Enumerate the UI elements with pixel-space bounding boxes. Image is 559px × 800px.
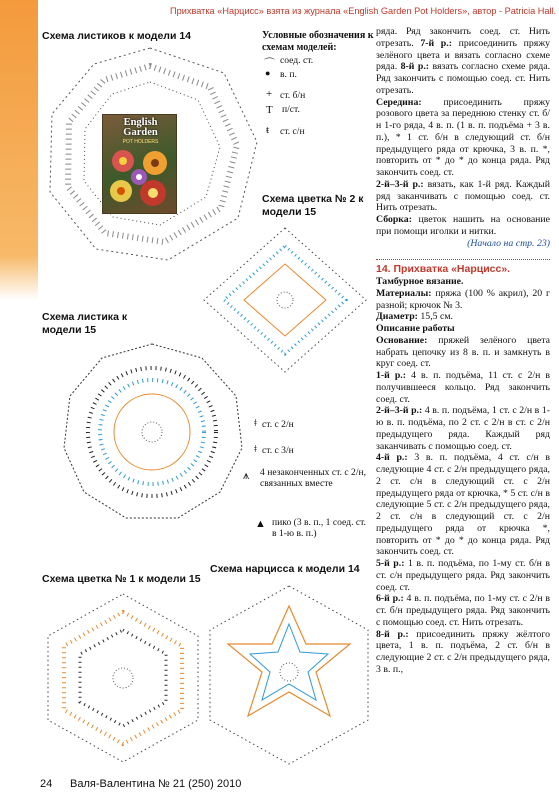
- dc-symbol: ŧ: [266, 124, 270, 136]
- text-middle-label: Середина:: [376, 96, 422, 108]
- sc-symbol: +: [266, 88, 273, 100]
- flower1-15-diagram: [38, 588, 208, 768]
- label-flower2-15: Схема цветка № 2 к модели 15: [262, 193, 364, 218]
- orange-side-strip: [0, 0, 38, 300]
- row1-label: 1-й р.:: [376, 370, 407, 381]
- label-leaves-14: Схема листиков к модели 14: [42, 30, 192, 42]
- legend-chain: в. п.: [280, 69, 297, 80]
- text-row8: вязать согласно схеме ряда. Ряд закончить с помощью соед. ст. Нить отрезать.: [376, 61, 551, 96]
- text-p1: ряда. Ряд закончить соед. ст. Нить отрезать.: [376, 26, 550, 49]
- dtr-symbol: ǂ: [254, 443, 257, 455]
- diameter-label: Диаметр:: [376, 311, 418, 323]
- continued-from-link[interactable]: (Начало на стр. 23): [467, 237, 550, 249]
- chain-symbol: ●: [265, 68, 271, 78]
- leaf-15-diagram: [60, 340, 245, 525]
- base-label: Основание:: [376, 334, 428, 346]
- materials-label: Материалы:: [376, 287, 432, 299]
- text-assembly-label: Сборка:: [376, 214, 412, 225]
- magazine-cover-image: [102, 114, 177, 214]
- diameter: 15,5 см.: [420, 311, 453, 323]
- legend-cluster: 4 незаконченных ст. с 2/н, связанных вместе: [260, 467, 367, 489]
- rows23b: 4 в. п. подъёма, 1 ст. с 2/н в 1-ю в. п. подъёма, по 2 ст. с 2/н в ст. с 2/н предыдущего ряда. Каждый ряд заканчивать с помощью соед. ст.: [376, 405, 551, 452]
- row8b: присоединить пряжу жёлтого цвета, 1 в. п. подъёма, 2 ст. б/н в следующие 2 ст. с 2/н предыдущего ряда, 3 в. п.,: [376, 628, 550, 675]
- row6: 4 в. п. подъёма, по 1-му ст. с 2/н в ст. б/н предыдущего ряда. Ряд закончить с помощью соед. ст. Нить отрезать.: [376, 593, 550, 628]
- legend-slip-stitch: соед. ст.: [280, 55, 314, 66]
- row5: 1 в. п. подъёма, по 1-му ст. б/н в ст. с/н предыдущего ряда. Ряд закончить соед. ст.: [376, 558, 551, 593]
- narcissus-14-diagram: [200, 580, 378, 770]
- row4-label: 4-й р.:: [376, 452, 408, 464]
- cover-subtitle: POT HOLDERS: [122, 139, 159, 145]
- legend-tr: ст. с 2/н: [262, 419, 294, 430]
- text-rows23-label: 2-й–3-й р.:: [376, 178, 424, 190]
- legend-title: Условные обозначения к схемам моделей:: [262, 30, 374, 53]
- hdc-symbol: T: [266, 104, 273, 116]
- label-leaf-15: Схема листика к модели 15: [42, 311, 128, 336]
- materials: пряжа (100 % акрил), 20 г разной; крючок № 3.: [376, 287, 551, 311]
- instructions-column: [376, 26, 550, 676]
- tr-symbol: ǂ: [254, 417, 257, 429]
- section-title: 14. Прихватка «Нарцисс».: [376, 259, 550, 276]
- legend-dc: ст. с/н: [280, 126, 305, 137]
- label-flower1-15: Схема цветка № 1 к модели 15: [42, 573, 201, 585]
- text-row8-label: 8-й р.:: [400, 61, 430, 73]
- legend-sc: ст. б/н: [280, 90, 306, 101]
- text-rows23: вязать, как 1-й ряд. Каждый ряд заканчивать с помощью соед. ст. Нить отрезать.: [376, 178, 551, 214]
- magazine-issue: Валя-Валентина № 21 (250) 2010: [70, 778, 242, 790]
- header-note: Прихватка «Нарцисс» взята из журнала «English Garden Pot Holders», автор - Patricia Hall.: [170, 6, 557, 16]
- page-footer: [0, 770, 559, 800]
- page-number: 24: [40, 778, 53, 790]
- legend-dtr: ст. с 3/н: [262, 445, 294, 456]
- technique: Тамбурное вязание.: [376, 276, 464, 287]
- row8b-label: 8-й р.:: [376, 628, 409, 640]
- cover-title: English Garden: [123, 117, 158, 138]
- text-row7: присоединить пряжу зелёного цвета и вязать согласно схеме ряда.: [376, 37, 550, 73]
- text-row7-label: 7-й р.:: [420, 37, 452, 49]
- text-assembly: цветок нашить на основание при помощи иголки и нитки.: [376, 214, 550, 237]
- row4: 3 в. п. подъёма, 4 ст. с/н в следующие 4 ст. с 2/н предыдущего ряда, 2 ст. с/н в следующий ст. с 2/н предыдущего ряда от крючка, * 5 ст. с/н в следующие 5 ст. с 2/н предыдущего ряда, 2 ст. с/н в следующий ст. с 2/н предыдущего ряда от крючка *, повторить от * до * до конца ряда. Ряд закончить соед. ст.: [376, 452, 550, 558]
- row1: 4 в. п. подъёма, 11 ст. с 2/н в получившееся кольцо. Ряд закончить соед. ст.: [376, 370, 551, 405]
- label-narcissus-14: Схема нарцисса к модели 14: [210, 563, 360, 575]
- cluster-symbol: ⩚: [243, 470, 250, 482]
- legend-hdc: п/ст.: [282, 104, 300, 115]
- slip-stitch-symbol: ⌒: [264, 58, 275, 70]
- legend-picot: пико (3 в. п., 1 соед. ст. в 1-ю в. п.): [272, 517, 366, 539]
- row5-label: 5-й р.:: [376, 558, 405, 569]
- rows23b-label: 2-й–3-й р.:: [376, 405, 423, 417]
- base: пряжей зелёного цвета набрать цепочку из 8 в. п. и замкнуть в круг соед. ст.: [376, 334, 550, 370]
- picot-symbol: ▲: [255, 518, 266, 530]
- row6-label: 6-й р.:: [376, 593, 404, 605]
- work-description-heading: Описание работы: [376, 323, 455, 334]
- text-middle: присоединить пряжу розового цвета за переднюю стенку ст. б/н 1-го ряда, 4 в. п. (1 в. п. подъёма + 3 в. п.), * 1 ст. б/н в следующий ст. б/н предыдущего ряда от крючка, 3 в. п. *, повторить от * до * до конца ряда. Ряд закончить соед. ст.: [376, 96, 550, 178]
- cover-flowers-illustration: [107, 147, 173, 211]
